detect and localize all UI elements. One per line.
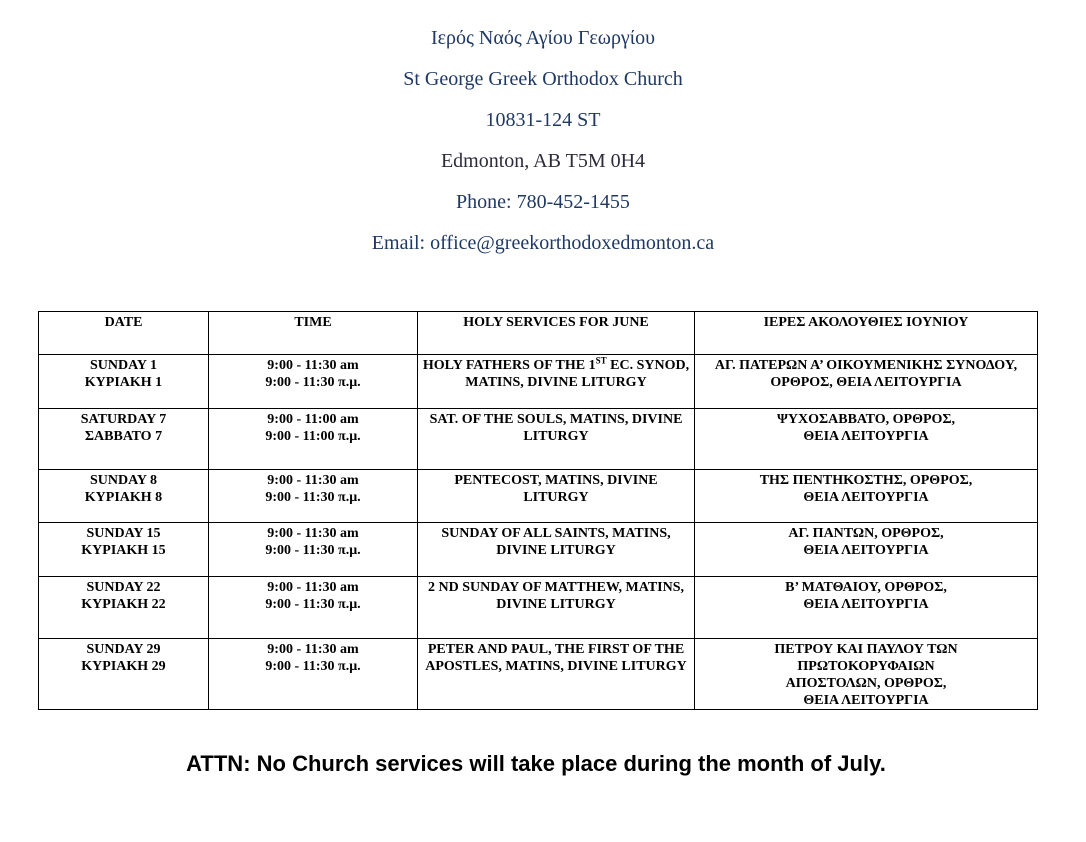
time-english: 9:00 - 11:00 am bbox=[267, 412, 359, 427]
time-cell bbox=[209, 577, 418, 639]
service-greek-cell bbox=[695, 409, 1038, 470]
church-street-address: 10831-124 ST bbox=[485, 109, 601, 131]
service-greek-line: ΑΠΟΣΤΟΛΩΝ, ΟΡΘΡΟΣ, bbox=[785, 676, 947, 691]
table-row bbox=[39, 577, 1038, 639]
date-greek: ΚΥΡΙΑΚΗ 8 bbox=[84, 490, 163, 505]
time-cell bbox=[209, 355, 418, 409]
date-cell bbox=[39, 355, 209, 409]
services-schedule-table bbox=[38, 311, 1038, 710]
table-row bbox=[39, 355, 1038, 409]
service-greek-line: ΘΕΙΑ ΛΕΙΤΟΥΡΓΙΑ bbox=[803, 693, 929, 708]
date-cell bbox=[39, 470, 209, 523]
date-cell bbox=[39, 639, 209, 710]
table-row bbox=[39, 523, 1038, 577]
time-greek: 9:00 - 11:30 π.μ. bbox=[265, 543, 361, 558]
service-english-cell bbox=[418, 409, 695, 470]
service-greek-cell bbox=[695, 470, 1038, 523]
service-english-cell bbox=[418, 470, 695, 523]
table-row bbox=[39, 639, 1038, 710]
service-greek-cell bbox=[695, 639, 1038, 710]
service-english-text: SUNDAY OF ALL SAINTS, MATINS, DIVINE LITURGY bbox=[441, 526, 671, 558]
service-english-text: PETER AND PAUL, THE FIRST OF THE APOSTLES, MATINS, DIVINE LITURGY bbox=[425, 642, 687, 674]
time-english: 9:00 - 11:30 am bbox=[267, 580, 359, 595]
time-english: 9:00 - 11:30 am bbox=[267, 358, 359, 373]
time-cell bbox=[209, 470, 418, 523]
date-greek: ΚΥΡΙΑΚΗ 1 bbox=[84, 375, 163, 390]
service-english-text: PENTECOST, MATINS, DIVINE LITURGY bbox=[454, 473, 658, 505]
service-greek-cell bbox=[695, 577, 1038, 639]
church-name-english: St George Greek Orthodox Church bbox=[403, 68, 683, 90]
date-greek: ΚΥΡΙΑΚΗ 29 bbox=[81, 659, 166, 674]
service-english-cell bbox=[418, 523, 695, 577]
service-english-text: HOLY FATHERS OF THE 1 bbox=[422, 358, 596, 373]
service-english-text-cont: EC. SYNOD, MATINS, DIVINE LITURGY bbox=[465, 358, 690, 390]
date-english: SUNDAY 8 bbox=[89, 473, 158, 488]
date-english: SATURDAY 7 bbox=[80, 412, 167, 427]
date-greek: ΚΥΡΙΑΚΗ 22 bbox=[81, 597, 166, 612]
time-english: 9:00 - 11:30 am bbox=[267, 642, 359, 657]
time-cell bbox=[209, 639, 418, 710]
date-greek: ΚΥΡΙΑΚΗ 15 bbox=[81, 543, 166, 558]
time-greek: 9:00 - 11:30 π.μ. bbox=[265, 375, 361, 390]
service-greek-line: ΠΡΩΤΟΚΟΡΥΦΑΙΩΝ bbox=[797, 659, 935, 674]
date-cell bbox=[39, 409, 209, 470]
table-header-row bbox=[39, 312, 1038, 355]
service-greek-cell bbox=[695, 523, 1038, 577]
column-header-services-english: HOLY SERVICES FOR JUNE bbox=[418, 312, 695, 355]
column-header-date: DATE bbox=[39, 312, 209, 355]
service-english-cell bbox=[418, 639, 695, 710]
table-row bbox=[39, 470, 1038, 523]
service-greek-text: ΑΓ. ΠΑΤΕΡΩΝ Α’ ΟΙΚΟΥΜΕΝΙΚΗΣ ΣΥΝΟΔΟΥ, ΟΡΘΡΟΣ, ΘΕΙΑ ΛΕΙΤΟΥΡΓΙΑ bbox=[714, 358, 1018, 390]
service-greek-line: ΤΗΣ ΠΕΝΤΗΚΟΣΤΗΣ, ΟΡΘΡΟΣ, bbox=[759, 473, 973, 488]
time-english: 9:00 - 11:30 am bbox=[267, 473, 359, 488]
time-cell bbox=[209, 523, 418, 577]
service-greek-line: ΨΥΧΟΣΑΒΒΑΤΟ, ΟΡΘΡΟΣ, bbox=[776, 412, 956, 427]
july-notice: ATTN: No Church services will take place during the month of July. bbox=[186, 751, 886, 776]
service-greek-line: ΘΕΙΑ ΛΕΙΤΟΥΡΓΙΑ bbox=[803, 543, 929, 558]
service-english-cell bbox=[418, 355, 695, 409]
date-cell bbox=[39, 523, 209, 577]
service-greek-line: ΘΕΙΑ ΛΕΙΤΟΥΡΓΙΑ bbox=[803, 429, 929, 444]
date-english: SUNDAY 29 bbox=[86, 642, 161, 657]
service-greek-line: ΘΕΙΑ ΛΕΙΤΟΥΡΓΙΑ bbox=[803, 597, 929, 612]
column-header-time: TIME bbox=[209, 312, 418, 355]
service-greek-cell bbox=[695, 355, 1038, 409]
time-english: 9:00 - 11:30 am bbox=[267, 526, 359, 541]
ordinal-superscript: ST bbox=[595, 355, 607, 366]
time-greek: 9:00 - 11:30 π.μ. bbox=[265, 597, 361, 612]
service-english-text: SAT. OF THE SOULS, MATINS, DIVINE LITURGY bbox=[429, 412, 683, 444]
service-greek-line: ΠΕΤΡΟΥ ΚΑΙ ΠΑΥΛΟΥ ΤΩΝ bbox=[774, 642, 958, 657]
service-greek-line: Β’ ΜΑΤΘΑΙΟΥ, ΟΡΘΡΟΣ, bbox=[785, 580, 947, 595]
service-english-text: 2 ND SUNDAY OF MATTHEW, MATINS, DIVINE LITURGY bbox=[427, 580, 685, 612]
time-cell bbox=[209, 409, 418, 470]
date-english: SUNDAY 22 bbox=[86, 580, 161, 595]
church-city-address: Edmonton, AB T5M 0H4 bbox=[440, 150, 646, 172]
service-english-cell bbox=[418, 577, 695, 639]
time-greek: 9:00 - 11:30 π.μ. bbox=[265, 490, 361, 505]
church-email: Email: office@greekorthodoxedmonton.ca bbox=[371, 232, 715, 254]
church-name-greek: Ιερός Ναός Αγίου Γεωργίου bbox=[430, 27, 656, 49]
time-greek: 9:00 - 11:00 π.μ. bbox=[265, 429, 361, 444]
date-english: SUNDAY 1 bbox=[89, 358, 158, 373]
date-cell bbox=[39, 577, 209, 639]
service-greek-line: ΘΕΙΑ ΛΕΙΤΟΥΡΓΙΑ bbox=[803, 490, 929, 505]
date-english: SUNDAY 15 bbox=[86, 526, 161, 541]
time-greek: 9:00 - 11:30 π.μ. bbox=[265, 659, 361, 674]
service-greek-line: ΑΓ. ΠΑΝΤΩΝ, ΟΡΘΡΟΣ, bbox=[788, 526, 944, 541]
column-header-services-greek: ΙΕΡΕΣ ΑΚΟΛΟΥΘΙΕΣ ΙΟΥΝΙΟΥ bbox=[695, 312, 1038, 355]
table-row bbox=[39, 409, 1038, 470]
church-phone: Phone: 780-452-1455 bbox=[456, 191, 630, 213]
date-greek: ΣΑΒΒΑΤΟ 7 bbox=[84, 429, 163, 444]
